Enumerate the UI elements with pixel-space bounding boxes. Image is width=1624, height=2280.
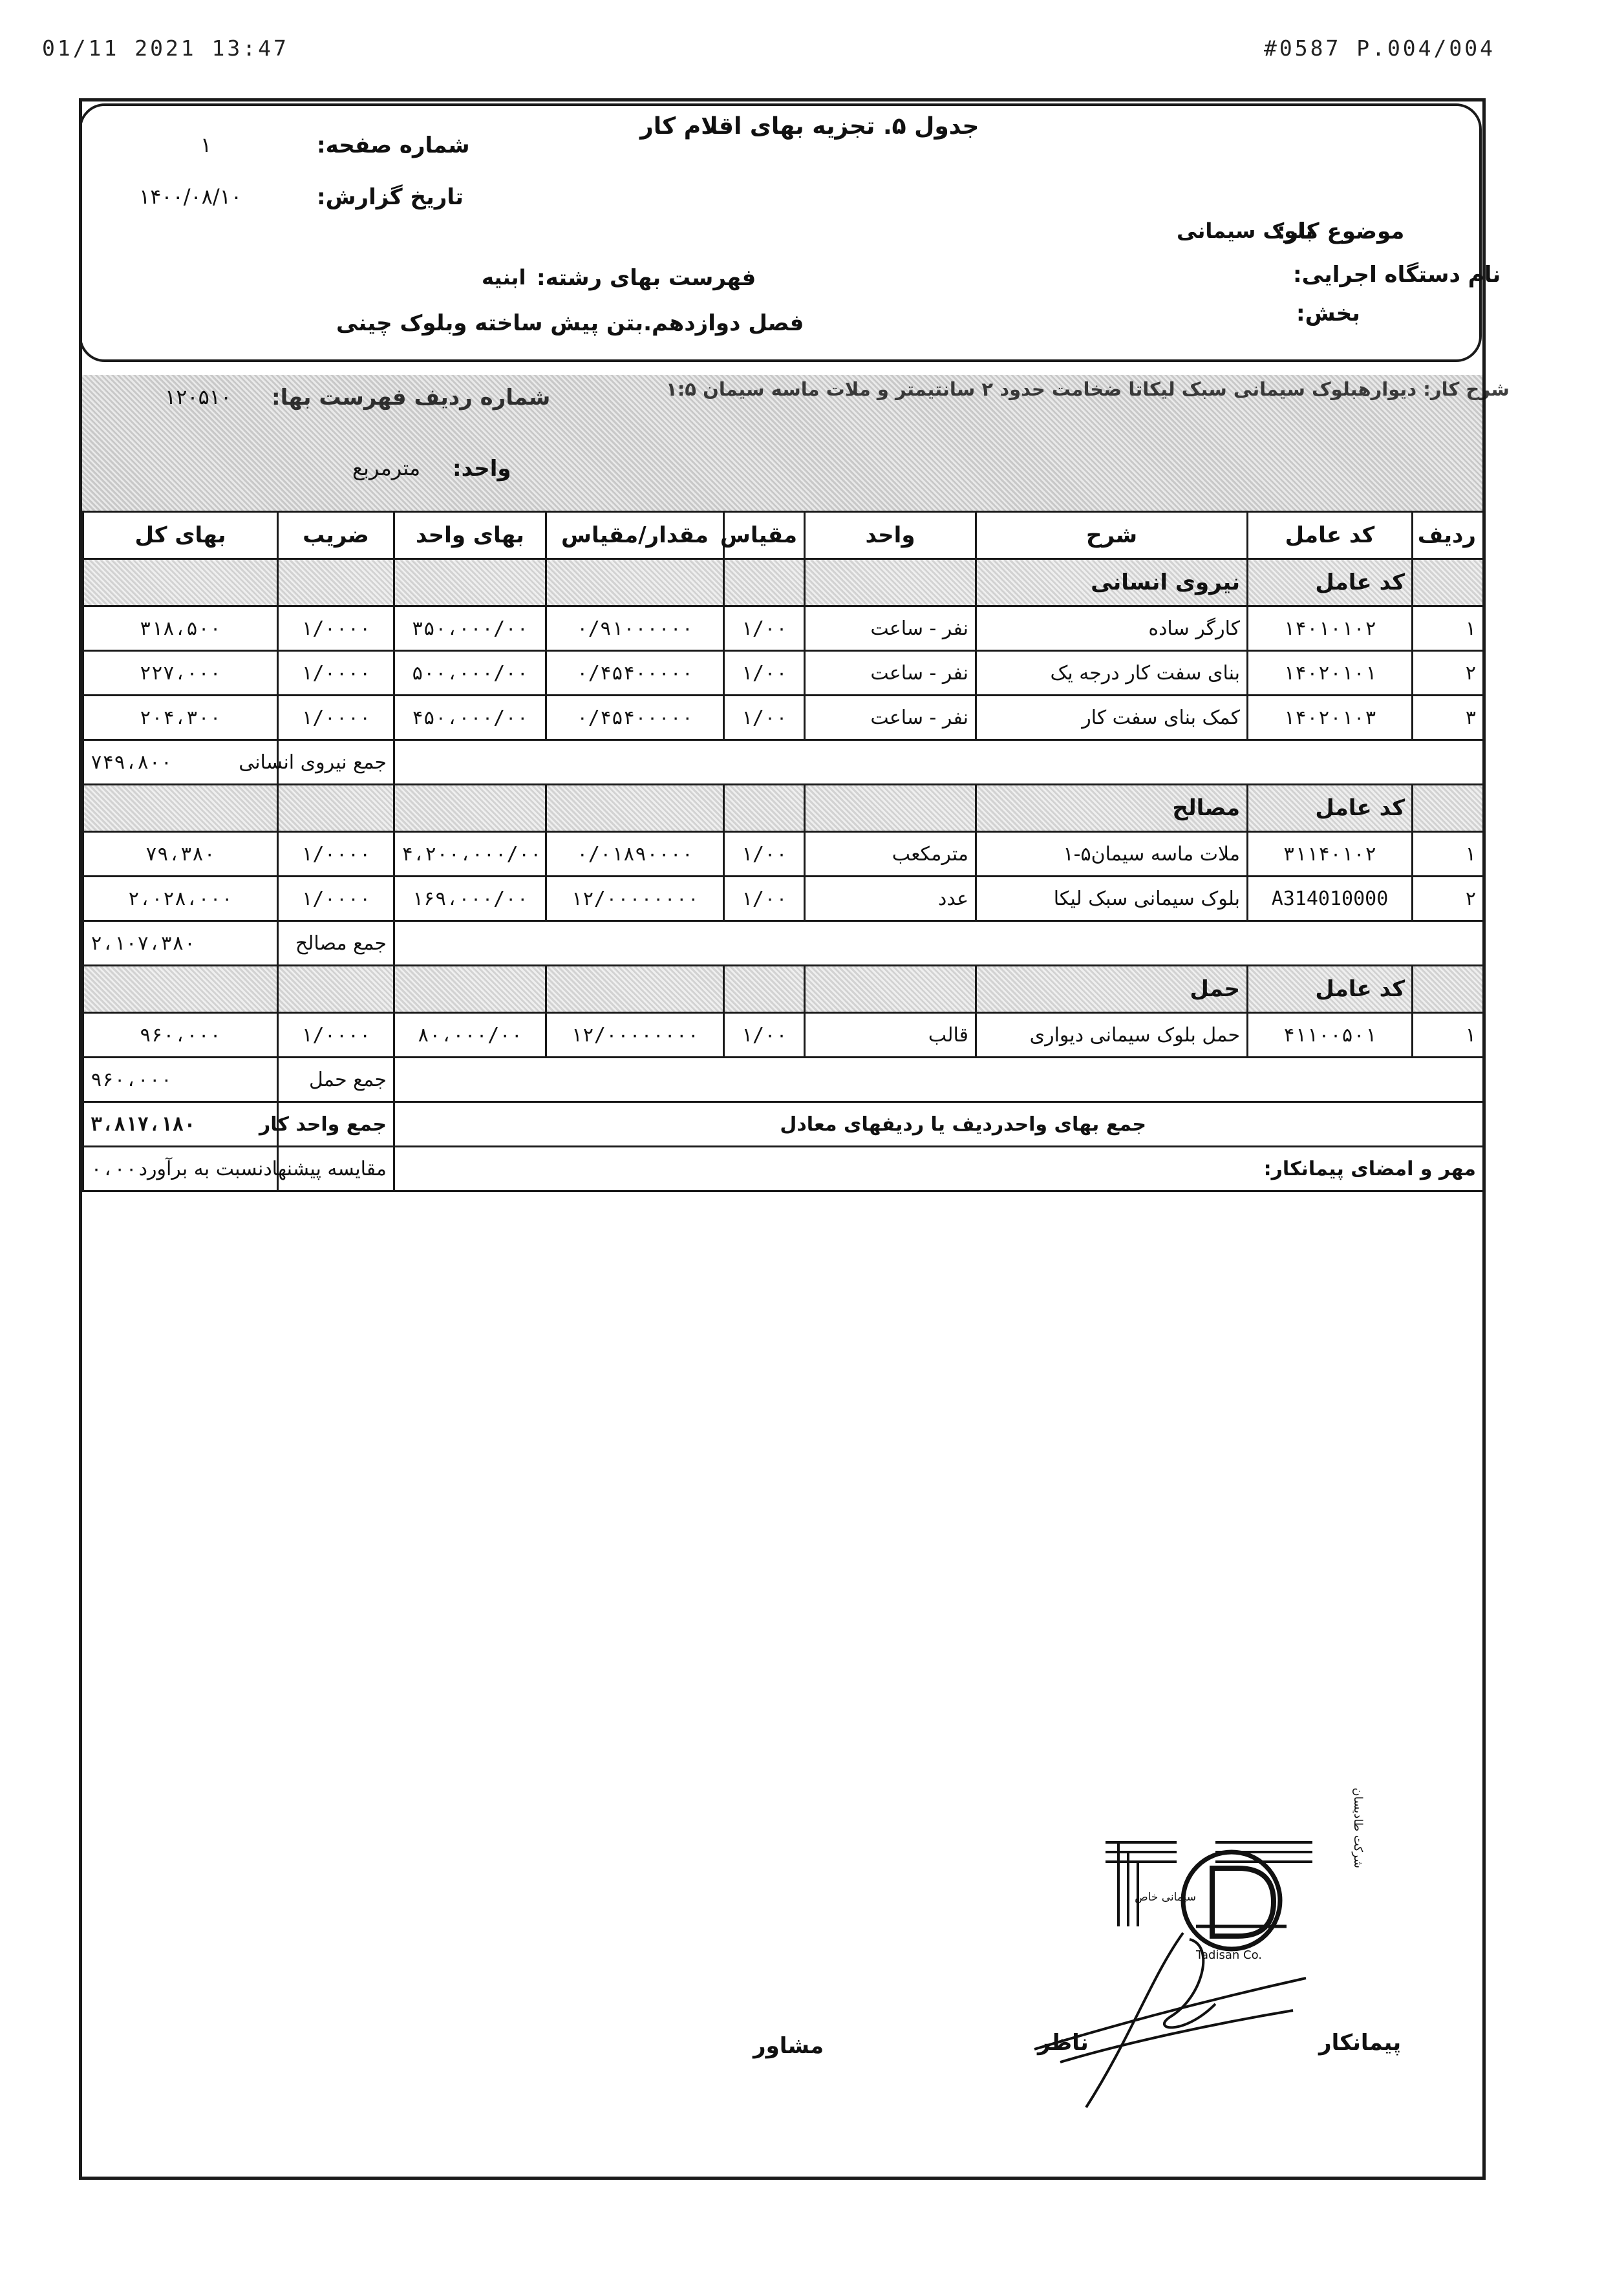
section-sum-value: ۹۶۰،۰۰۰ — [83, 1058, 278, 1102]
cell-code: ۱۴۰۱۰۱۰۲ — [1248, 606, 1413, 651]
comparison-row — [83, 1147, 1484, 1191]
section-title: نیروی انسانی — [976, 559, 1248, 606]
section-sum-row — [83, 740, 1484, 785]
section-blank — [805, 559, 976, 606]
comparison-label: مقایسه پیشنهادنسبت به برآورد — [278, 1147, 394, 1191]
cost-breakdown-table — [82, 511, 1484, 1192]
stamp-latin-name: Tadisan Co. — [1196, 1948, 1262, 1962]
section-blank — [83, 966, 278, 1013]
cell-coef: ۱/۰۰۰۰ — [278, 651, 394, 696]
cell-qty: ۰/۴۵۴۰۰۰۰۰ — [546, 651, 724, 696]
section-blank — [278, 966, 394, 1013]
unit-total-value: ۳،۸۱۷،۱۸۰ — [83, 1102, 278, 1147]
signature-supervisor: ناظر — [1038, 2030, 1089, 2056]
cell-desc: حمل بلوک سیمانی دیواری — [976, 1013, 1248, 1058]
cell-total: ۲،۰۲۸،۰۰۰ — [83, 877, 278, 921]
cell-coef: ۱/۰۰۰۰ — [278, 1013, 394, 1058]
section-title: حمل — [976, 966, 1248, 1013]
cell-total: ۲۲۷،۰۰۰ — [83, 651, 278, 696]
section-code-label: کد عامل — [1248, 966, 1413, 1013]
item-description: شرح کار: دیوارهبلوک سیمانی سبک لیکاتا ضخامت حدود ۲ سانتیمتر و ملات ماسه سیمان ۱:۵ — [666, 378, 1510, 400]
section-blank — [724, 559, 805, 606]
cell-coef: ۱/۰۰۰۰ — [278, 696, 394, 740]
cell-desc: کارگر ساده — [976, 606, 1248, 651]
item-unit-value: مترمربع — [352, 456, 421, 480]
section-blank — [805, 785, 976, 832]
cell-qty: ۰/۴۵۴۰۰۰۰۰ — [546, 696, 724, 740]
section-blank — [724, 966, 805, 1013]
col-row-no-header: ردیف — [1413, 512, 1484, 559]
section-label: بخش: — [1296, 301, 1360, 326]
section-blank — [83, 559, 278, 606]
section-blank — [546, 966, 724, 1013]
page-number-value: ۱ — [200, 133, 212, 157]
cell-qty: ۱۲/۰۰۰۰۰۰۰۰ — [546, 877, 724, 921]
unit-total-label: جمع واحد کار — [278, 1102, 394, 1147]
page-number-label: شماره صفحه: — [317, 133, 470, 158]
contractor-seal-label: مهر و امضای پیمانکار: — [394, 1147, 1484, 1191]
cell-code: ۱۴۰۲۰۱۰۱ — [1248, 651, 1413, 696]
col-scale-header: مقیاس — [724, 512, 805, 559]
cell-price: ۴،۲۰۰،۰۰۰/۰۰ — [394, 832, 546, 877]
section-header-row — [83, 966, 1484, 1013]
section-blank — [546, 559, 724, 606]
executor-label: نام دستگاه اجرایی: — [1293, 262, 1501, 288]
section-blank — [394, 559, 546, 606]
cell-unit: نفر - ساعت — [805, 606, 976, 651]
signature-contractor: پیمانکار — [1319, 2030, 1402, 2056]
cell-scale: ۱/۰۰ — [724, 832, 805, 877]
table-row — [83, 606, 1484, 651]
section-blank — [805, 966, 976, 1013]
cell-price: ۸۰،۰۰۰/۰۰ — [394, 1013, 546, 1058]
section-title: مصالح — [976, 785, 1248, 832]
stamp-company-name: شرکت طادیسان — [1351, 1787, 1365, 1868]
unit-total-row — [83, 1102, 1484, 1147]
cell-scale: ۱/۰۰ — [724, 606, 805, 651]
fax-page-ref: #0587 P.004/004 — [1264, 36, 1496, 61]
cell-unit: عدد — [805, 877, 976, 921]
cell-scale: ۱/۰۰ — [724, 651, 805, 696]
cell-no: ۱ — [1413, 606, 1484, 651]
cell-qty: ۰/۹۱۰۰۰۰۰۰ — [546, 606, 724, 651]
cell-desc: بنای سفت کار درجه یک — [976, 651, 1248, 696]
cell-total: ۲۰۴،۳۰۰ — [83, 696, 278, 740]
equivalent-rows-label: جمع بهای واحدردیف یا ردیفهای معادل — [394, 1102, 1484, 1147]
col-description-header: شرح — [976, 512, 1248, 559]
cell-no: ۲ — [1413, 877, 1484, 921]
cell-desc: ملات ماسه سیمان۵-۱ — [976, 832, 1248, 877]
cell-unit: مترمکعب — [805, 832, 976, 877]
section-sum-value: ۲،۱۰۷،۳۸۰ — [83, 921, 278, 966]
work-subject-value: بلوک سیمانی — [1177, 218, 1314, 243]
col-code-header: کد عامل — [1248, 512, 1413, 559]
cell-desc: بلوک سیمانی سبک لیکا — [976, 877, 1248, 921]
price-list-label: فهرست بهای رشته: — [537, 265, 756, 291]
section-code-label: کد عامل — [1248, 559, 1413, 606]
comparison-value: ۰،۰۰ — [83, 1147, 278, 1191]
section-blank — [394, 966, 546, 1013]
fax-datetime: 01/11 2021 13:47 — [42, 36, 289, 61]
section-sum-row — [83, 1058, 1484, 1102]
stamp-subtitle: سیمانی خاص — [1135, 1891, 1196, 1904]
cell-code: ۳۱۱۴۰۱۰۲ — [1248, 832, 1413, 877]
cell-qty: ۱۲/۰۰۰۰۰۰۰۰ — [546, 1013, 724, 1058]
cell-code: A314010000 — [1248, 877, 1413, 921]
section-blank — [278, 559, 394, 606]
col-total-header: بهای کل — [83, 512, 278, 559]
section-sum-label: جمع مصالح — [278, 921, 394, 966]
cell-price: ۵۰۰،۰۰۰/۰۰ — [394, 651, 546, 696]
work-subject-label: موضوع کار: — [1277, 218, 1405, 244]
cell-code: ۱۴۰۲۰۱۰۳ — [1248, 696, 1413, 740]
col-unit-header: واحد — [805, 512, 976, 559]
cell-unit: نفر - ساعت — [805, 696, 976, 740]
table-row — [83, 696, 1484, 740]
col-quantity-header: مقدار/مقیاس — [546, 512, 724, 559]
sum-blank — [394, 921, 1484, 966]
cell-coef: ۱/۰۰۰۰ — [278, 877, 394, 921]
sum-blank — [394, 1058, 1484, 1102]
cell-qty: ۰/۰۱۸۹۰۰۰۰ — [546, 832, 724, 877]
cell-total: ۷۹،۳۸۰ — [83, 832, 278, 877]
section-code-label: کد عامل — [1248, 785, 1413, 832]
cell-price: ۱۶۹،۰۰۰/۰۰ — [394, 877, 546, 921]
section-sum-label: جمع نیروی انسانی — [278, 740, 394, 785]
section-sum-value: ۷۴۹،۸۰۰ — [83, 740, 278, 785]
cell-coef: ۱/۰۰۰۰ — [278, 832, 394, 877]
price-row-number-label: شماره ردیف فهرست بها: — [272, 385, 551, 410]
cell-no: ۳ — [1413, 696, 1484, 740]
section-sum-row — [83, 921, 1484, 966]
report-date-label: تاریخ گزارش: — [317, 184, 464, 210]
table-row — [83, 651, 1484, 696]
cell-total: ۳۱۸،۵۰۰ — [83, 606, 278, 651]
price-row-number-value: ۱۲۰۵۱۰ — [165, 385, 232, 409]
cell-scale: ۱/۰۰ — [724, 1013, 805, 1058]
cell-desc: کمک بنای سفت کار — [976, 696, 1248, 740]
section-blank — [1413, 559, 1484, 606]
cell-coef: ۱/۰۰۰۰ — [278, 606, 394, 651]
section-sum-label: جمع حمل — [278, 1058, 394, 1102]
document-title: جدول ۵. تجزیه بهای اقلام کار — [640, 113, 979, 140]
signature-consultant: مشاور — [753, 2033, 824, 2059]
table-row — [83, 1013, 1484, 1058]
col-coefficient-header: ضریب — [278, 512, 394, 559]
section-header-row — [83, 785, 1484, 832]
section-header-row — [83, 559, 1484, 606]
cell-total: ۹۶۰،۰۰۰ — [83, 1013, 278, 1058]
cell-price: ۳۵۰،۰۰۰/۰۰ — [394, 606, 546, 651]
table-row — [83, 832, 1484, 877]
cell-no: ۱ — [1413, 832, 1484, 877]
cell-no: ۱ — [1413, 1013, 1484, 1058]
section-blank — [1413, 966, 1484, 1013]
section-blank — [546, 785, 724, 832]
cell-unit: نفر - ساعت — [805, 651, 976, 696]
table-row — [83, 877, 1484, 921]
cell-scale: ۱/۰۰ — [724, 877, 805, 921]
section-blank — [1413, 785, 1484, 832]
cell-unit: قالب — [805, 1013, 976, 1058]
cell-scale: ۱/۰۰ — [724, 696, 805, 740]
price-list-value: ابنیه — [482, 265, 526, 290]
cell-code: ۴۱۱۰۰۵۰۱ — [1248, 1013, 1413, 1058]
cell-price: ۴۵۰،۰۰۰/۰۰ — [394, 696, 546, 740]
section-blank — [83, 785, 278, 832]
cell-no: ۲ — [1413, 651, 1484, 696]
table-header-row — [83, 512, 1484, 559]
section-blank — [278, 785, 394, 832]
section-blank — [394, 785, 546, 832]
col-unit-price-header: بهای واحد — [394, 512, 546, 559]
handwritten-signature — [1021, 1907, 1319, 2120]
chapter-title: فصل دوازدهم.بتن پیش ساخته وبلوک چینی — [336, 310, 804, 336]
section-blank — [724, 785, 805, 832]
sum-blank — [394, 740, 1484, 785]
report-date-value: ۱۴۰۰/۰۸/۱۰ — [139, 184, 242, 209]
item-unit-label: واحد: — [453, 456, 511, 482]
